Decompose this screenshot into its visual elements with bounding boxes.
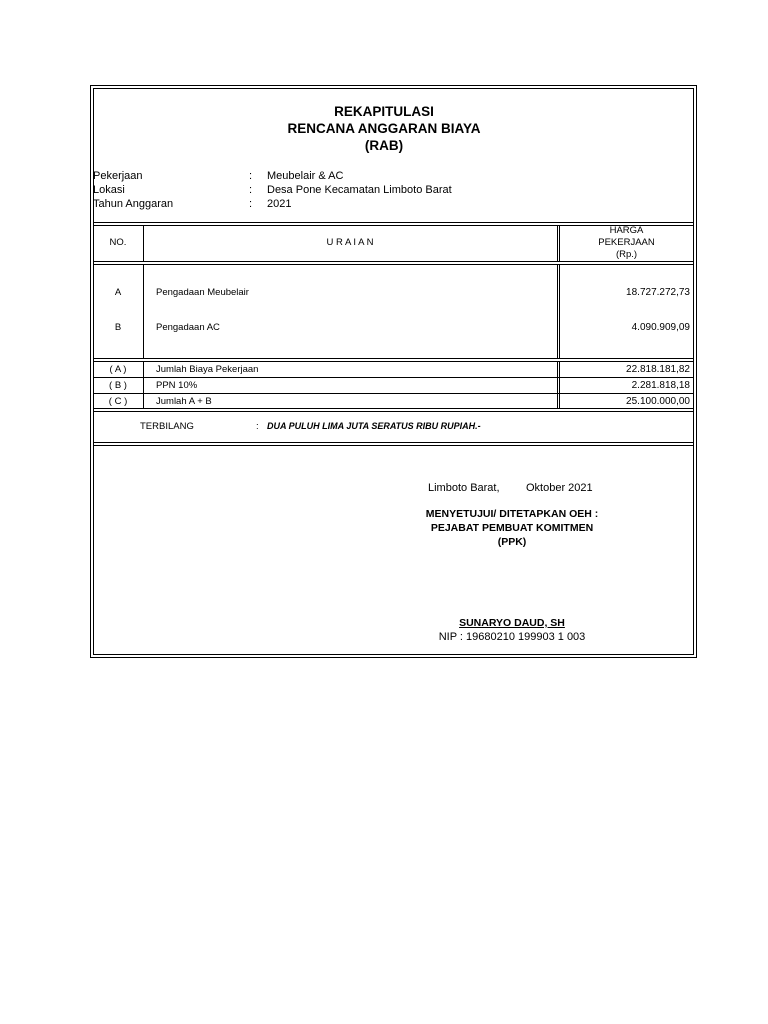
- divider-line: [93, 393, 694, 394]
- total-value: 25.100.000,00: [626, 396, 690, 407]
- title-line-3: (RAB): [364, 138, 404, 153]
- total-desc: Jumlah Biaya Pekerjaan: [156, 364, 259, 375]
- info-sep-lokasi: :: [249, 184, 253, 196]
- item-desc: Pengadaan AC: [156, 322, 220, 333]
- info-value-pekerjaan: Meubelair & AC: [267, 170, 344, 182]
- header-harga-1: HARGA: [609, 225, 644, 236]
- title-line-1: REKAPITULASI: [334, 104, 434, 119]
- info-value-lokasi: Desa Pone Kecamatan Limboto Barat: [267, 184, 452, 196]
- divider-line: [93, 264, 694, 265]
- total-value: 2.281.818,18: [631, 380, 690, 391]
- divider-line: [93, 361, 694, 362]
- item-value: 18.727.272,73: [626, 287, 690, 298]
- terbilang-label: TERBILANG: [140, 421, 194, 432]
- total-no: ( B ): [109, 380, 127, 391]
- item-no: B: [114, 322, 122, 333]
- total-value: 22.818.181,82: [626, 364, 690, 375]
- signature-place: Limboto Barat,: [428, 482, 500, 494]
- divider-line: [93, 358, 694, 359]
- divider-line: [93, 377, 694, 378]
- info-sep-tahun: :: [249, 198, 253, 210]
- header-uraian: U R A I A N: [326, 237, 374, 248]
- signatory-nip: NIP : 19680210 199903 1 003: [438, 631, 586, 643]
- item-no: A: [114, 287, 122, 298]
- header-harga-2: PEKERJAAN: [598, 237, 655, 248]
- info-label-lokasi: Lokasi: [93, 184, 125, 196]
- item-desc: Pengadaan Meubelair: [156, 287, 249, 298]
- signatory-name: SUNARYO DAUD, SH: [459, 617, 565, 629]
- column-divider: [557, 264, 558, 358]
- approval-line-2: PEJABAT PEMBUAT KOMITMEN: [430, 522, 594, 534]
- divider-line: [93, 442, 694, 443]
- total-desc: Jumlah A + B: [156, 396, 212, 407]
- info-label-tahun: Tahun Anggaran: [93, 198, 174, 210]
- header-no: NO.: [109, 237, 127, 248]
- total-no: ( A ): [109, 364, 127, 375]
- info-sep-pekerjaan: :: [249, 170, 253, 182]
- terbilang-text: DUA PULUH LIMA JUTA SERATUS RIBU RUPIAH.-: [267, 421, 481, 431]
- total-no: ( C ): [108, 396, 128, 407]
- divider-line: [93, 411, 694, 412]
- header-harga-3: (Rp.): [615, 249, 638, 260]
- divider-line: [93, 445, 694, 446]
- divider-line: [93, 261, 694, 262]
- column-divider: [557, 361, 558, 408]
- signature-date: Oktober 2021: [526, 482, 593, 494]
- title-line-2: RENCANA ANGGARAN BIAYA: [287, 121, 481, 136]
- column-divider: [143, 361, 144, 408]
- column-divider: [557, 225, 558, 261]
- total-desc: PPN 10%: [156, 380, 198, 391]
- info-value-tahun: 2021: [267, 198, 292, 210]
- item-value: 4.090.909,09: [631, 322, 690, 333]
- divider-line: [93, 222, 694, 223]
- divider-line: [93, 408, 694, 409]
- approval-line-1: MENYETUJUI/ DITETAPKAN OEH :: [425, 508, 599, 520]
- column-divider: [559, 264, 560, 358]
- approval-line-3: (PPK): [497, 536, 527, 548]
- terbilang-sep: :: [256, 421, 259, 432]
- column-divider: [143, 264, 144, 358]
- info-label-pekerjaan: Pekerjaan: [93, 170, 143, 182]
